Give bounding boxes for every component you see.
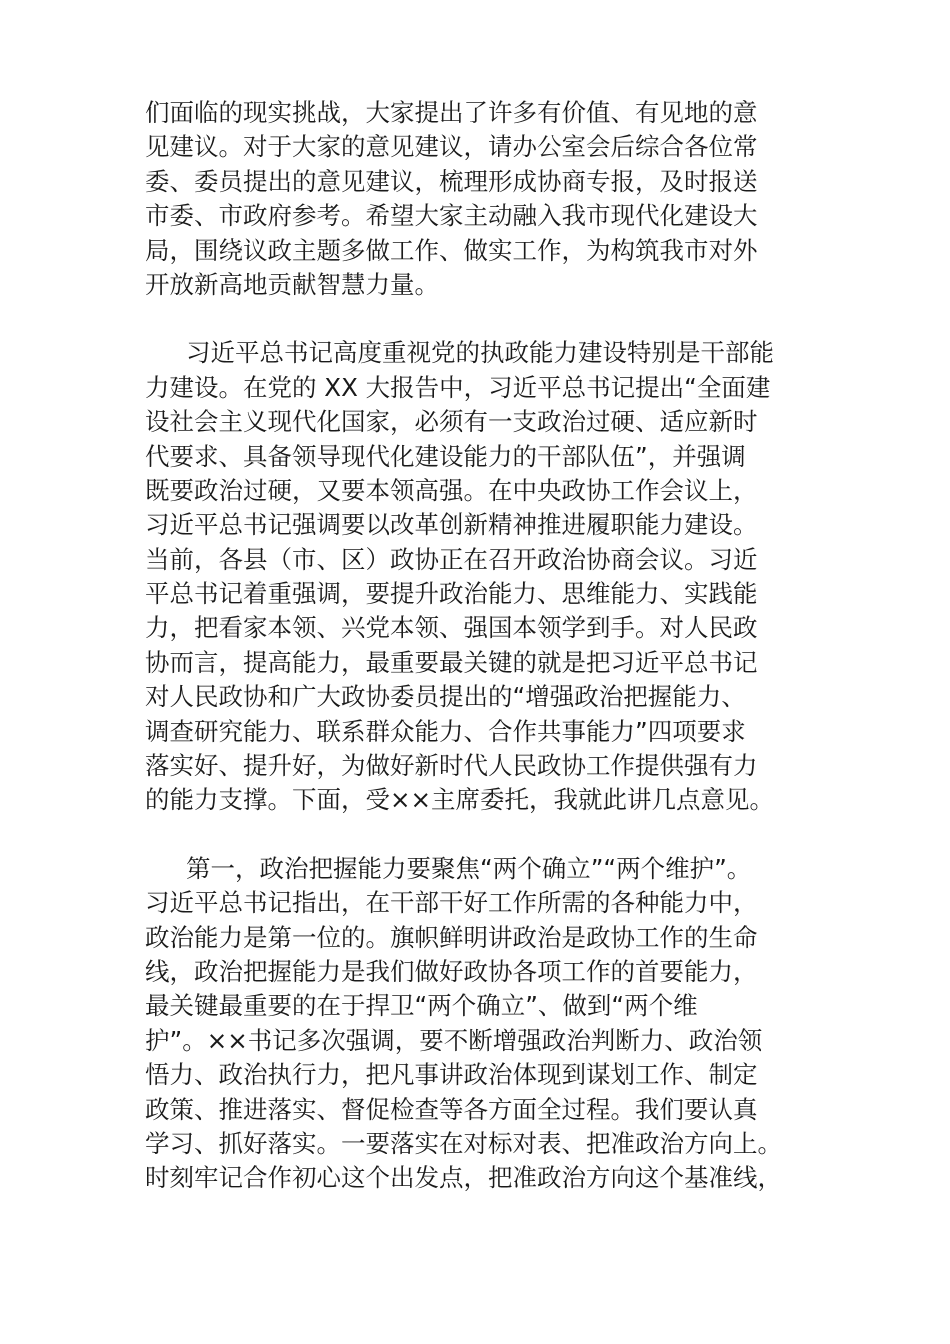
text-line: 的能力支撑。下面，受××主席委托，我就此讲几点意见。	[145, 785, 775, 815]
text-line: 最关键最重要的在于捍卫“两个确立”、做到“两个维	[145, 991, 698, 1021]
text-line: 当前，各县（市、区）政协正在召开政治协商会议。习近	[145, 544, 758, 574]
paragraph-2	[145, 336, 825, 817]
text-line: 悟力、政治执行力，把凡事讲政治体现到谋划工作、制定	[145, 1060, 758, 1090]
text-line: 市委、市政府参考。希望大家主动融入我市现代化建设大	[145, 201, 758, 231]
text-line: 调查研究能力、联系群众能力、合作共事能力”四项要求	[145, 716, 746, 746]
text-line: 设社会主义现代化国家，必须有一支政治过硬、适应新时	[145, 407, 758, 437]
text-line: 对人民政协和广大政协委员提出的“增强政治把握能力、	[145, 682, 746, 712]
text-line: 开放新高地贡献智慧力量。	[145, 269, 439, 299]
text-line: 代要求、具备领导现代化建设能力的干部队伍”，并强调	[145, 441, 746, 471]
paragraph-1	[145, 96, 825, 302]
text-line: 见建议。对于大家的意见建议，请办公室会后综合各位常	[145, 132, 758, 162]
text-line: 委、委员提出的意见建议，梳理形成协商专报，及时报送	[145, 166, 758, 196]
text-line: 线，政治把握能力是我们做好政协各项工作的首要能力，	[145, 956, 758, 986]
text-line: 学习、抓好落实。一要落实在对标对表、把准政治方向上。	[145, 1128, 782, 1158]
text-line: 习近平总书记强调要以改革创新精神推进履职能力建设。	[145, 510, 758, 540]
text-line: 协而言，提高能力，最重要最关键的就是把习近平总书记	[145, 647, 758, 677]
text-line: 平总书记着重强调，要提升政治能力、思维能力、实践能	[145, 579, 758, 609]
document-body	[145, 96, 825, 1196]
text-line: 落实好、提升好，为做好新时代人民政协工作提供强有力	[145, 751, 758, 781]
text-line: 习近平总书记高度重视党的执政能力建设特别是干部能	[186, 338, 774, 368]
paragraph-3	[145, 852, 825, 1196]
text-line: 力建设。在党的 XX 大报告中，习近平总书记提出“全面建	[145, 372, 771, 402]
text-line: 时刻牢记合作初心这个出发点，把准政治方向这个基准线，	[145, 1163, 782, 1193]
text-line: 局，围绕议政主题多做工作、做实工作，为构筑我市对外	[145, 235, 758, 265]
text-line: 们面临的现实挑战，大家提出了许多有价值、有见地的意	[145, 98, 758, 127]
text-line: 政策、推进落实、督促检查等各方面全过程。我们要认真	[145, 1094, 758, 1124]
text-line: 习近平总书记指出，在干部干好工作所需的各种能力中，	[145, 888, 758, 918]
text-line: 既要政治过硬，又要本领高强。在中央政协工作会议上，	[145, 475, 758, 505]
text-line: 政治能力是第一位的。旗帜鲜明讲政治是政协工作的生命	[145, 922, 758, 952]
text-line: 第一，政治把握能力要聚焦“两个确立”“两个维护”。	[186, 853, 752, 883]
text-line: 力，把看家本领、兴党本领、强国本领学到手。对人民政	[145, 613, 758, 643]
text-line: 护”。××书记多次强调，要不断增强政治判断力、政治领	[145, 1025, 763, 1055]
